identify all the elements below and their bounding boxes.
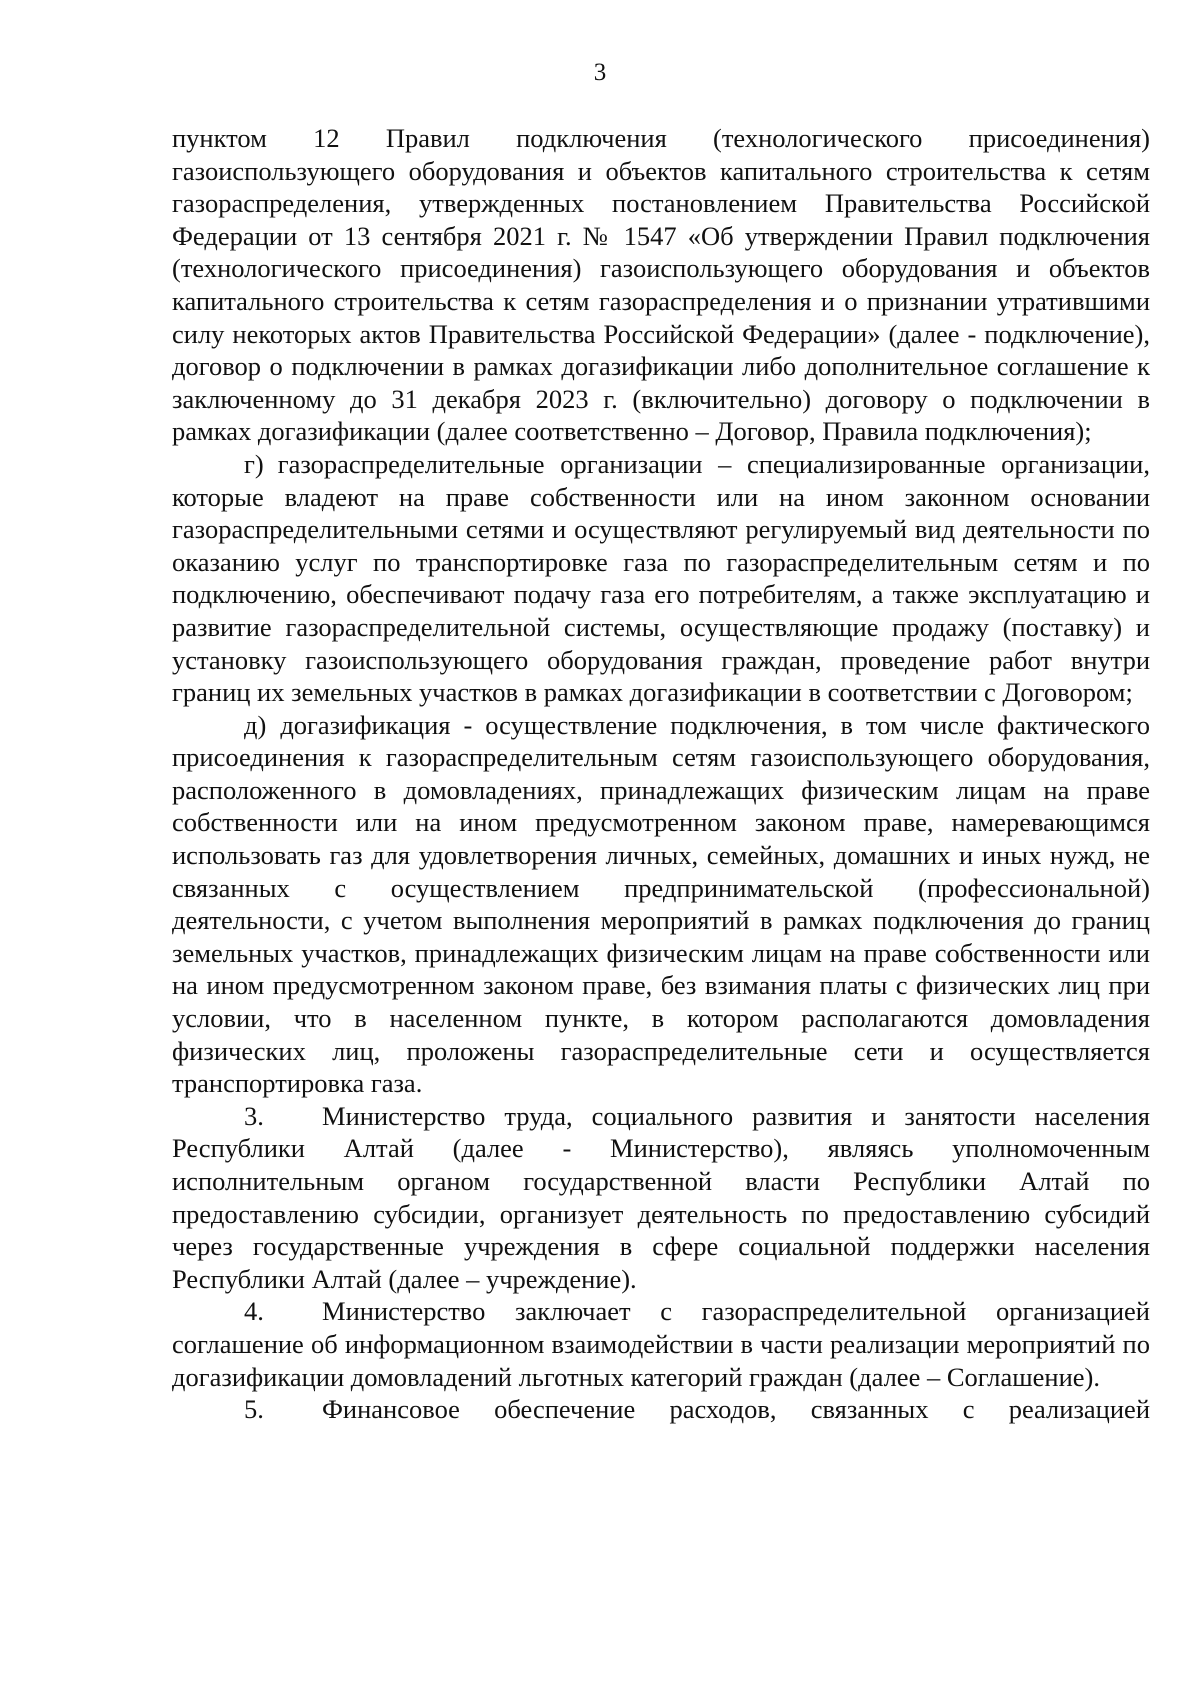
paragraph-continuation	[172, 122, 1150, 448]
item-number: 4.	[244, 1296, 264, 1327]
item-number: 5.	[244, 1394, 264, 1425]
paragraph-text: Министерство труда, социального развития и занятости населения Республики Алтай (далее - Министерство), являясь уполномоченным исполнительным органом государственной власти Республики Алтай по предоставлению субсидии, организует деятельность по предоставлению субсидий через государственные учреждения в сфере социальной поддержки населения Республики Алтай (далее – учреждение).	[172, 1100, 1150, 1294]
paragraph-text: газораспределительные организации – специализированные организации, которые владеют на праве собственности или на ином законном основании газораспределительными сетями и осуществляют регулируемый вид деятельности по оказанию услуг по транспортировке газа по газораспределительным сетям и по подключению, обеспечивают подачу газа его потребителям, а также эксплуатацию и развитие газораспределительной системы, осуществляющие продажу (поставку) и установку газоиспользующего оборудования граждан, проведение работ внутри границ их земельных участков в рамках догазификации в соответствии с Договором;	[172, 448, 1150, 708]
paragraph-text: пунктом 12 Правил подключения (технологического присоединения) газоиспользующего оборудования и объектов капитального строительства к сетям газораспределения, утвержденных постановлением Правительства Российской Федерации от 13 сентября 2021 г. № 1547 «Об утверждении Правил подключения (технологического присоединения) газоиспользующего оборудования и объектов капитального строительства к сетям газораспределения и о признании утратившими силу некоторых актов Правительства Российской Федерации» (далее - подключение), договор о подключении в рамках догазификации либо дополнительное соглашение к заключенному до 31 декабря 2023 г. (включительно) договору о подключении в рамках догазификации (далее соответственно – Договор, Правила подключения);	[172, 123, 1150, 447]
paragraph-text: Министерство заключает с газораспределительной организацией соглашение об информационном взаимодействии в части реализации мероприятий по догазификации домовладений льготных категорий граждан (далее – Соглашение).	[172, 1296, 1150, 1392]
document-body	[172, 122, 1150, 1426]
item-marker: г)	[244, 448, 264, 479]
item-marker: д)	[244, 709, 267, 740]
item-number: 3.	[244, 1100, 264, 1131]
paragraph-item-3	[172, 1100, 1150, 1296]
paragraph-item-5	[172, 1393, 1150, 1426]
paragraph-item-d	[172, 709, 1150, 1100]
paragraph-item-4	[172, 1295, 1150, 1393]
page-number: 3	[593, 59, 607, 86]
paragraph-text: догазификация - осуществление подключения, в том числе фактического присоединения к газораспределительным сетям газоиспользующего оборудования, расположенного в домовладениях, принадлежащих физическим лицам на праве собственности или на ином предусмотренном законом праве, намеревающимся использовать газ для удовлетворения личных, семейных, домашних и иных нужд, не связанных с осуществлением предпринимательской (профессиональной) деятельности, с учетом выполнения мероприятий в рамках подключения до границ земельных участков, принадлежащих физическим лицам на праве собственности или на ином предусмотренном законом праве, без взимания платы с физических лиц при условии, что в населенном пункте, в котором располагаются домовладения физических лиц, проложены газораспределительные сети и осуществляется транспортировка газа.	[172, 709, 1150, 1099]
paragraph-item-g	[172, 448, 1150, 709]
paragraph-text: Финансовое обеспечение расходов, связанных с реализацией	[322, 1394, 1150, 1425]
